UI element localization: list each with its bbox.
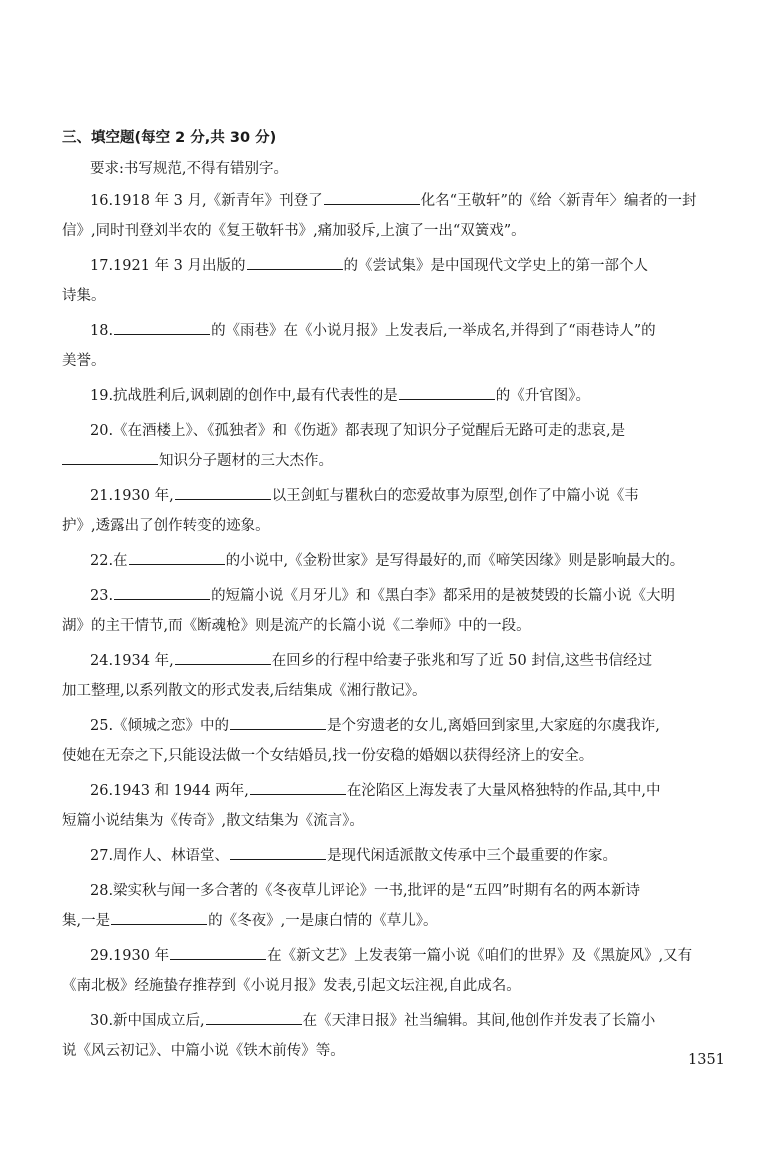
question-text: 是个穷遗老的女儿,离婚回到家里,大家庭的尔虞我诈,	[327, 718, 660, 734]
question-28	[62, 876, 734, 936]
question-text: 短篇小说结集为《传奇》,散文结集为《流言》。	[62, 813, 364, 829]
answer-blank[interactable]	[324, 190, 420, 205]
question-19	[62, 381, 734, 411]
question-18	[62, 316, 734, 376]
answer-blank[interactable]	[206, 1010, 302, 1025]
question-21	[62, 481, 734, 541]
question-16	[62, 186, 734, 246]
question-text: 的《冬夜》,一是康白情的《草儿》。	[208, 913, 438, 929]
question-text: 集,一是	[62, 913, 111, 929]
question-text: 20.《在酒楼上》、《孤独者》和《伤逝》都表现了知识分子觉醒后无路可走的悲哀,是	[90, 423, 626, 439]
question-text: 18.	[90, 323, 114, 339]
question-text: 湖》的主干情节,而《断魂枪》则是流产的长篇小说《二拳师》中的一段。	[62, 618, 531, 634]
question-text: 是现代闲适派散文传承中三个最重要的作家。	[327, 848, 618, 864]
answer-blank[interactable]	[170, 945, 266, 960]
question-22	[62, 546, 734, 576]
question-text: 21.1930 年,	[90, 488, 174, 504]
question-text: 的《尝试集》是中国现代文学史上的第一部个人	[343, 258, 649, 274]
question-text: 加工整理,以系列散文的形式发表,后结集成《湘行散记》。	[62, 683, 427, 699]
question-text: 《南北极》经施蛰存推荐到《小说月报》发表,引起文坛注视,自此成名。	[62, 978, 521, 994]
question-text: 的《升官图》。	[495, 388, 591, 404]
question-text: 27.周作人、林语堂、	[90, 848, 230, 864]
question-text: 24.1934 年,	[90, 653, 174, 669]
question-text: 化名“王敬轩”的《给〈新青年〉编者的一封	[420, 193, 697, 209]
question-text: 信》,同时刊登刘半农的《复王敬轩书》,痛加驳斥,上演了一出“双簧戏”。	[62, 223, 526, 239]
question-text: 19.抗战胜利后,讽刺剧的创作中,最有代表性的是	[90, 388, 398, 404]
question-text: 的小说中,《金粉世家》是写得最好的,而《啼笑因缘》则是影响最大的。	[225, 553, 685, 569]
answer-blank[interactable]	[114, 585, 210, 600]
question-27	[62, 841, 734, 871]
question-text: 使她在无奈之下,只能设法做一个女结婚员,找一份安稳的婚姻以获得经济上的安全。	[62, 748, 594, 764]
question-text: 26.1943 和 1944 两年,	[90, 783, 249, 799]
answer-blank[interactable]	[230, 845, 326, 860]
section-title: 三、填空题(每空 2 分,共 30 分)	[62, 130, 277, 146]
question-text: 在沦陷区上海发表了大量风格独特的作品,其中,中	[346, 783, 661, 799]
question-text: 诗集。	[62, 288, 106, 304]
question-text: 23.	[90, 588, 114, 604]
answer-blank[interactable]	[129, 550, 225, 565]
question-text: 美誉。	[62, 353, 106, 369]
question-26	[62, 776, 734, 836]
question-text: 以王剑虹与瞿秋白的恋爱故事为原型,创作了中篇小说《韦	[271, 488, 639, 504]
exam-page	[62, 124, 734, 1071]
answer-blank[interactable]	[230, 715, 326, 730]
answer-blank[interactable]	[175, 650, 271, 665]
question-29	[62, 941, 734, 1001]
question-23	[62, 581, 734, 641]
question-text: 在《天津日报》社当编辑。其间,他创作并发表了长篇小	[302, 1013, 656, 1029]
question-text: 29.1930 年	[90, 948, 170, 964]
question-text: 30.新中国成立后,	[90, 1013, 205, 1029]
answer-blank[interactable]	[111, 910, 207, 925]
question-text: 28.梁实秋与闻一多合著的《冬夜草儿评论》一书,批评的是“五四”时期有名的两本新诗	[90, 883, 640, 899]
requirement-text: 要求:书写规范,不得有错别字。	[90, 161, 288, 177]
answer-blank[interactable]	[250, 780, 346, 795]
question-20	[62, 416, 734, 476]
question-text: 25.《倾城之恋》中的	[90, 718, 230, 734]
answer-blank[interactable]	[114, 320, 210, 335]
question-text: 在《新文艺》上发表第一篇小说《咱们的世界》及《黑旋风》,又有	[267, 948, 693, 964]
question-text: 说《风云初记》、中篇小说《铁木前传》等。	[62, 1043, 345, 1059]
answer-blank[interactable]	[62, 450, 158, 465]
question-text: 的短篇小说《月牙儿》和《黑白李》都采用的是被焚毁的长篇小说《大明	[211, 588, 676, 604]
question-24	[62, 646, 734, 706]
question-30	[62, 1006, 734, 1066]
question-text: 22.在	[90, 553, 128, 569]
answer-blank[interactable]	[247, 255, 343, 270]
question-25	[62, 711, 734, 771]
question-text: 的《雨巷》在《小说月报》上发表后,一举成名,并得到了“雨巷诗人”的	[211, 323, 656, 339]
question-text: 在回乡的行程中给妻子张兆和写了近 50 封信,这些书信经过	[271, 653, 652, 669]
question-text: 16.1918 年 3 月,《新青年》刊登了	[90, 193, 323, 209]
answer-blank[interactable]	[175, 485, 271, 500]
question-text: 17.1921 年 3 月出版的	[90, 258, 246, 274]
question-text: 知识分子题材的三大杰作。	[159, 453, 333, 469]
question-17	[62, 251, 734, 311]
answer-blank[interactable]	[399, 385, 495, 400]
page-number: 1351	[688, 1052, 725, 1068]
question-text: 护》,透露出了创作转变的迹象。	[62, 518, 270, 534]
